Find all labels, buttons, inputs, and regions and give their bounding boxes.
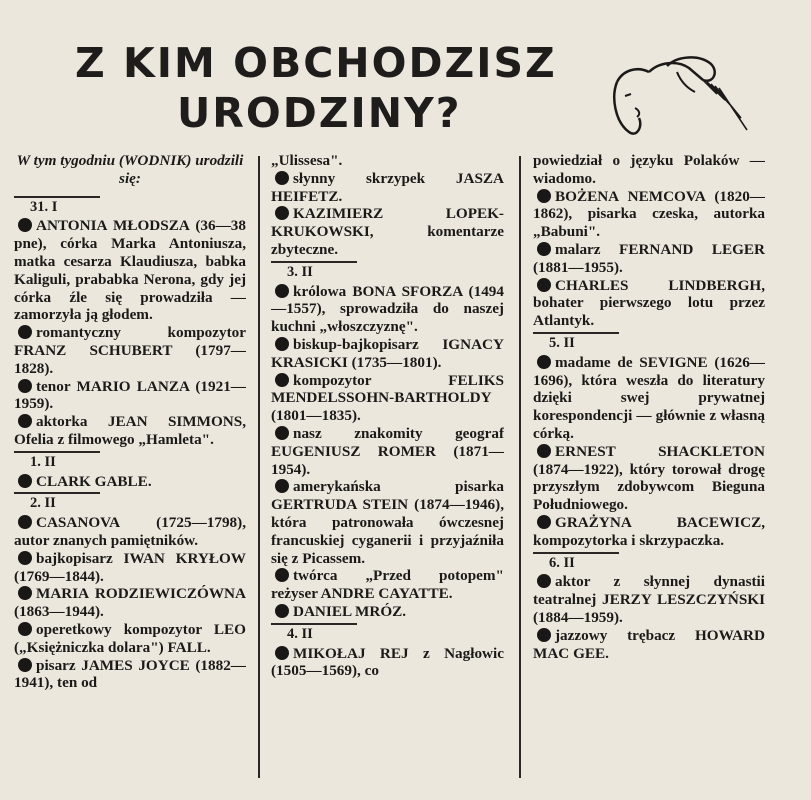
birthday-entry: DANIEL MRÓZ.: [271, 603, 504, 621]
birthday-entry: aktor z słynnej dynastii teatralnej JERZY LESZCZYŃSKI (1884—1959).: [533, 573, 765, 626]
birthday-entry: operetkowy kompozytor LEO („Księżniczka dolara") FALL.: [14, 620, 246, 656]
continued-text: powiedział o języku Polaków — wiadomo.: [533, 152, 765, 187]
title-line-1: Z KIM OBCHODZISZ: [75, 39, 557, 87]
bullet-dot-icon: [537, 444, 551, 458]
bullet-dot-icon: [18, 325, 32, 339]
birthday-entry: biskup-bajkopisarz IGNACY KRASICKI (1735—1801).: [271, 335, 504, 371]
birthday-entry: aktorka JEAN SIMMONS, Ofelia z filmowego „Hamleta".: [14, 413, 246, 448]
birthday-entry: BOŻENA NEMCOVA (1820—1862), pisarka czeska, autorka „Babuni".: [533, 187, 765, 241]
bullet-dot-icon: [537, 189, 551, 203]
bullet-dot-icon: [275, 479, 289, 493]
bullet-dot-icon: [275, 284, 289, 298]
date-heading: 4. II: [271, 623, 357, 644]
bullet-dot-icon: [18, 414, 32, 428]
bullet-dot-icon: [18, 379, 32, 393]
intro-text: W tym tygodniu (WODNIK) urodzili się:: [16, 152, 244, 187]
continued-text: „Ulissesa".: [271, 152, 343, 169]
date-heading: 6. II: [533, 552, 619, 573]
bullet-dot-icon: [18, 551, 32, 565]
birthday-entry: MIKOŁAJ REJ z Nagłowic (1505—1569), co: [271, 644, 504, 680]
column-2: [271, 152, 504, 794]
birthday-entry: romantyczny kompozytor FRANZ SCHUBERT (1797—1828).: [14, 324, 246, 377]
page-title: [75, 38, 615, 138]
date-heading: 5. II: [533, 332, 619, 353]
bullet-dot-icon: [537, 574, 551, 588]
birthday-entry: MARIA RODZIEWICZÓWNA (1863—1944).: [14, 585, 246, 621]
column-divider: [519, 156, 521, 778]
birthday-entry: słynny skrzypek JASZA HEIFETZ.: [271, 169, 504, 205]
bullet-dot-icon: [537, 628, 551, 642]
birthday-entry: twórca „Przed potopem" reżyser ANDRE CAYATTE.: [271, 567, 504, 603]
date-heading: 1. II: [14, 451, 100, 472]
birthday-entry: bajkopisarz IWAN KRYŁOW (1769—1844).: [14, 549, 246, 585]
birthday-entry: amerykańska pisarka GERTRUDA STEIN (1874—1946), która patronowała ówczesnej francuskiej cyganerii i przyjaźniła się z Picassem.: [271, 478, 504, 567]
birthday-entry: pisarz JAMES JOYCE (1882—1941), ten od: [14, 656, 246, 692]
birthday-entry: madame de SEVIGNE (1626—1696), która weszła do literatury dzięki swej prywatnej korespondencji — głównie z własną córką.: [533, 353, 765, 442]
title-line-2: URODZINY?: [177, 89, 462, 137]
bullet-dot-icon: [18, 515, 32, 529]
birthday-entry: ERNEST SHACKLETON (1874—1922), który torował drogę przyszłym zdobywcom Bieguna Południowego.: [533, 442, 765, 514]
birthday-entry: GRAŻYNA BACEWICZ, kompozytorka i skrzypaczka.: [533, 513, 765, 549]
bullet-dot-icon: [537, 278, 551, 292]
bullet-dot-icon: [537, 355, 551, 369]
birthday-entry: tenor MARIO LANZA (1921—1959).: [14, 377, 246, 413]
bullet-dot-icon: [275, 171, 289, 185]
bullet-dot-icon: [537, 242, 551, 256]
date-heading: 31. I: [14, 196, 100, 217]
birthday-entry: CASANOVA (1725—1798), autor znanych pamiętników.: [14, 514, 246, 549]
bullet-dot-icon: [275, 568, 289, 582]
caricature-illustration: [607, 52, 757, 144]
column-3: [533, 152, 765, 794]
bullet-dot-icon: [275, 206, 289, 220]
bullet-dot-icon: [275, 604, 289, 618]
date-heading: 2. II: [14, 492, 100, 513]
birthday-entry: nasz znakomity geograf EUGENIUSZ ROMER (1871—1954).: [271, 424, 504, 478]
birthday-entry: CLARK GABLE.: [14, 473, 246, 491]
birthday-entry: ANTONIA MŁODSZA (36—38 pne), córka Marka Antoniusza, matka cesarza Klaudiusza, babka Kaliguli, prababka Nerona, gdy jej córka źle się prowadziła — zamorzyła ją głodem.: [14, 217, 246, 324]
birthday-entry: jazzowy trębacz HOWARD MAC GEE.: [533, 626, 765, 662]
birthday-entry: malarz FERNAND LEGER (1881—1955).: [533, 240, 765, 276]
bullet-dot-icon: [275, 337, 289, 351]
bullet-dot-icon: [275, 426, 289, 440]
column-divider: [258, 156, 260, 778]
birthday-entry: CHARLES LINDBERGH, bohater pierwszego lotu przez Atlantyk.: [533, 276, 765, 330]
bullet-dot-icon: [275, 646, 289, 660]
bullet-dot-icon: [18, 586, 32, 600]
bullet-dot-icon: [18, 218, 32, 232]
bullet-dot-icon: [18, 622, 32, 636]
bullet-dot-icon: [18, 474, 32, 488]
bullet-dot-icon: [275, 373, 289, 387]
column-1: [14, 152, 246, 794]
bullet-dot-icon: [18, 658, 32, 672]
birthday-entry: KAZIMIERZ LOPEK-KRUKOWSKI, komentarze zbyteczne.: [271, 205, 504, 258]
birthday-entry: kompozytor FELIKS MENDELSSOHN-BARTHOLDY (1801—1835).: [271, 371, 504, 425]
date-heading: 3. II: [271, 261, 357, 282]
birthday-entry: królowa BONA SFORZA (1494—1557), sprowadziła do naszej kuchni „włoszczyznę".: [271, 282, 504, 336]
bullet-dot-icon: [537, 515, 551, 529]
